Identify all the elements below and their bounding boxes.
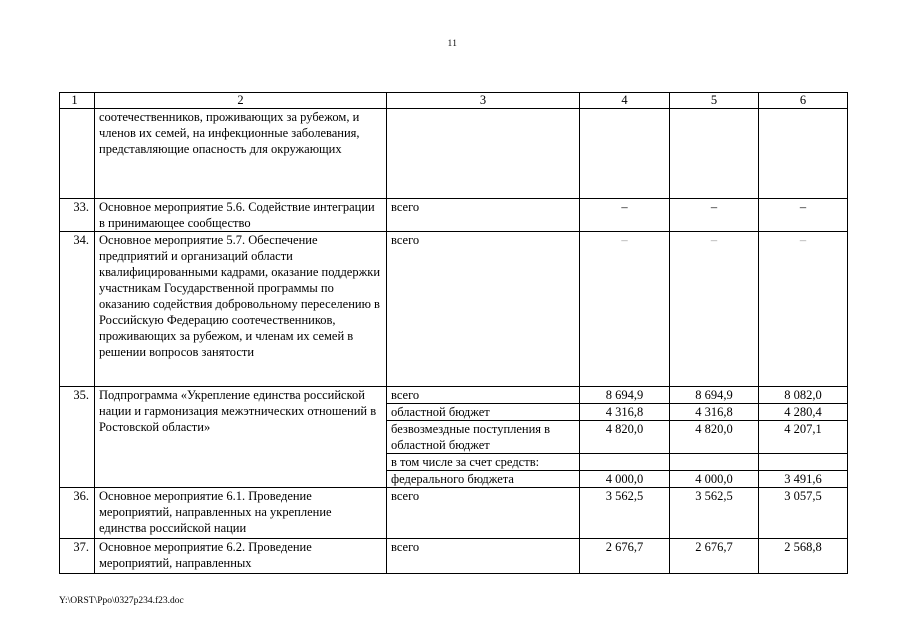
row-value-5	[670, 454, 759, 471]
row-value-4: 8 694,9	[580, 387, 670, 404]
table-row-36	[60, 488, 848, 539]
row-value-6	[759, 454, 848, 471]
table-row-continuation	[60, 109, 848, 199]
row-value-6: 3 057,5	[759, 488, 848, 539]
row-value-4: 4 316,8	[580, 404, 670, 421]
header-cell-5: 5	[670, 93, 759, 109]
row-name: Подпрограмма «Укрепление единства российской нации и гармонизация межэтнических отношений в Ростовской области»	[95, 387, 387, 488]
row-value-6: 4 280,4	[759, 404, 848, 421]
header-cell-4: 4	[580, 93, 670, 109]
row-value-4: 2 676,7	[580, 539, 670, 574]
row-value-6: –	[759, 232, 848, 387]
row-value-4: 4 820,0	[580, 421, 670, 454]
page-number: 11	[447, 38, 458, 48]
row-value-6: 4 207,1	[759, 421, 848, 454]
row-value-4: 4 000,0	[580, 471, 670, 488]
row-value-5: 8 694,9	[670, 387, 759, 404]
row-value-5: 4 820,0	[670, 421, 759, 454]
row-value-5: 4 000,0	[670, 471, 759, 488]
row-name: Основное мероприятие 5.7. Обеспечение предприятий и организаций области квалифицированными кадрами, оказание поддержки участникам Государственной программы по оказанию содействия добровольному переселению в Российскую Федерацию соотечественников, проживающих за рубежом, и членам их семей в решении вопросов занятости	[95, 232, 387, 387]
row-number: 37.	[60, 539, 95, 574]
row-value-5: 2 676,7	[670, 539, 759, 574]
row-source: всего	[387, 387, 580, 404]
row-value-6	[759, 109, 848, 199]
row-source: безвозмездные поступления в областной бюджет	[387, 421, 580, 454]
row-source: всего	[387, 199, 580, 232]
row-name: Основное мероприятие 5.6. Содействие интеграции в принимающее сообщество	[95, 199, 387, 232]
row-name: Основное мероприятие 6.1. Проведение мероприятий, направленных на укрепление единства российской нации	[95, 488, 387, 539]
row-source: областной бюджет	[387, 404, 580, 421]
row-value-6: 8 082,0	[759, 387, 848, 404]
row-source: всего	[387, 232, 580, 387]
row-value-5: –	[670, 232, 759, 387]
table-row-33	[60, 199, 848, 232]
header-cell-6: 6	[759, 93, 848, 109]
row-value-6: –	[759, 199, 848, 232]
budget-table	[59, 92, 848, 574]
header-cell-2: 2	[95, 93, 387, 109]
row-number: 36.	[60, 488, 95, 539]
row-value-5	[670, 109, 759, 199]
row-value-4	[580, 109, 670, 199]
row-source: в том числе за счет средств:	[387, 454, 580, 471]
row-number: 34.	[60, 232, 95, 387]
table-row-37	[60, 539, 848, 574]
row-value-4	[580, 454, 670, 471]
row-value-6: 3 491,6	[759, 471, 848, 488]
row-source: федерального бюджета	[387, 471, 580, 488]
row-value-5: 3 562,5	[670, 488, 759, 539]
row-number: 33.	[60, 199, 95, 232]
row-number	[60, 109, 95, 199]
table-row-35	[60, 387, 848, 404]
table-row-34	[60, 232, 848, 387]
row-name: соотечественников, проживающих за рубежом, и членов их семей, на инфекционные заболевания, представляющие опасность для окружающих	[95, 109, 387, 199]
row-source	[387, 109, 580, 199]
header-row	[60, 93, 848, 109]
row-source: всего	[387, 539, 580, 574]
row-value-4: 3 562,5	[580, 488, 670, 539]
row-value-4: –	[580, 199, 670, 232]
row-value-6: 2 568,8	[759, 539, 848, 574]
row-value-5: –	[670, 199, 759, 232]
row-name: Основное мероприятие 6.2. Проведение мероприятий, направленных	[95, 539, 387, 574]
row-number: 35.	[60, 387, 95, 488]
header-cell-1: 1	[60, 93, 95, 109]
row-value-5: 4 316,8	[670, 404, 759, 421]
file-path-footer: Y:\ORST\Ppo\0327p234.f23.doc	[59, 596, 184, 606]
row-source: всего	[387, 488, 580, 539]
row-value-4: –	[580, 232, 670, 387]
header-cell-3: 3	[387, 93, 580, 109]
